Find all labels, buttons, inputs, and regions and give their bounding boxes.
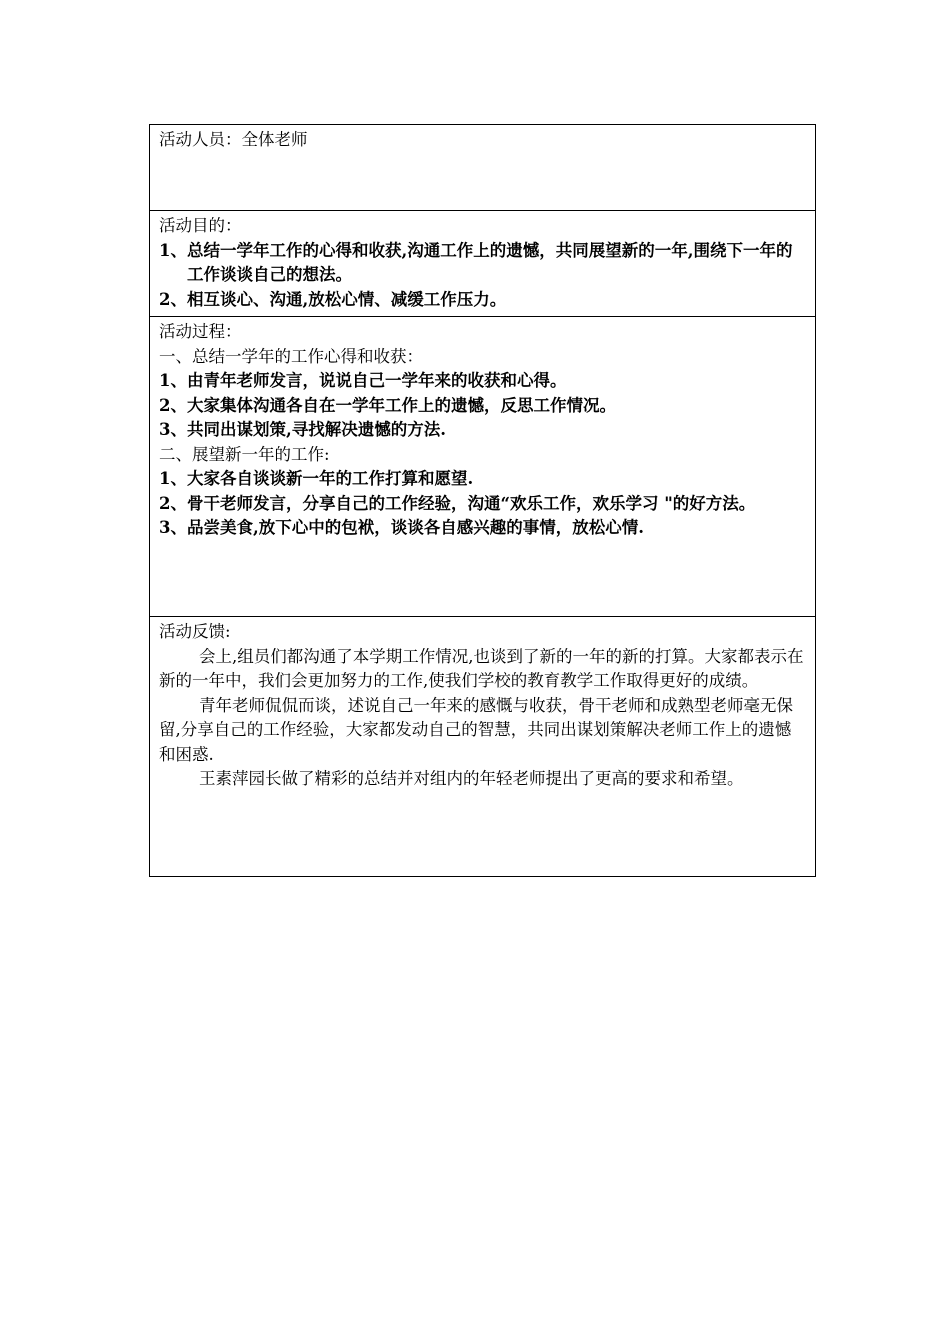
process-heading: 活动过程： — [159, 322, 242, 341]
purpose-item: 2、相互谈心、沟通,放松心情、减缓工作压力。 — [159, 289, 507, 309]
purpose-heading: 活动目的： — [159, 216, 242, 235]
process-section1-item: 1、由青年老师发言，说说自己一学年来的收获和心得。 — [159, 371, 567, 390]
purpose-cell — [150, 211, 816, 317]
process-section2-item: 3、品尝美食,放下心中的包袱，谈谈各自感兴趣的事情，放松心情. — [159, 518, 644, 537]
purpose-item: 1、总结一学年工作的心得和收获,沟通工作上的遗憾，共同展望新的一年,围绕下一年的工作谈谈自己的想法。 — [159, 240, 793, 284]
process-row — [150, 317, 816, 617]
process-section1-title: 一、总结一学年的工作心得和收获： — [159, 346, 423, 366]
process-cell — [150, 317, 816, 617]
activity-record-table — [149, 124, 816, 877]
purpose-row — [150, 211, 816, 317]
people-row — [150, 125, 816, 211]
feedback-row — [150, 617, 816, 877]
process-section1-item: 3、共同出谋划策,寻找解决遗憾的方法. — [159, 420, 446, 439]
feedback-paragraph: 青年老师侃侃而谈，述说自己一年来的感慨与收获，骨干老师和成熟型老师毫无保留,分享自己的工作经验，大家都发动自己的智慧，共同出谋划策解决老师工作上的遗憾和困惑. — [159, 695, 793, 764]
feedback-heading: 活动反馈: — [159, 622, 231, 641]
process-section2-item: 1、大家各自谈谈新一年的工作打算和愿望. — [159, 469, 474, 488]
process-section2-item: 2、骨干老师发言，分享自己的工作经验，沟通“欢乐工作，欢乐学习 "的好方法。 — [159, 493, 756, 513]
feedback-paragraph: 会上,组员们都沟通了本学期工作情况,也谈到了新的一年的新的打算。大家都表示在新的一年中，我们会更加努力的工作,使我们学校的教育教学工作取得更好的成绩。 — [159, 646, 804, 690]
people-text: 活动人员：全体老师 — [159, 130, 308, 149]
people-cell — [150, 125, 816, 211]
feedback-paragraph: 王素萍园长做了精彩的总结并对组内的年轻老师提出了更高的要求和希望。 — [199, 769, 744, 788]
feedback-cell — [150, 617, 816, 877]
process-section2-title: 二、展望新一年的工作: — [159, 444, 330, 464]
process-section1-item: 2、大家集体沟通各自在一学年工作上的遗憾，反思工作情况。 — [159, 395, 616, 415]
